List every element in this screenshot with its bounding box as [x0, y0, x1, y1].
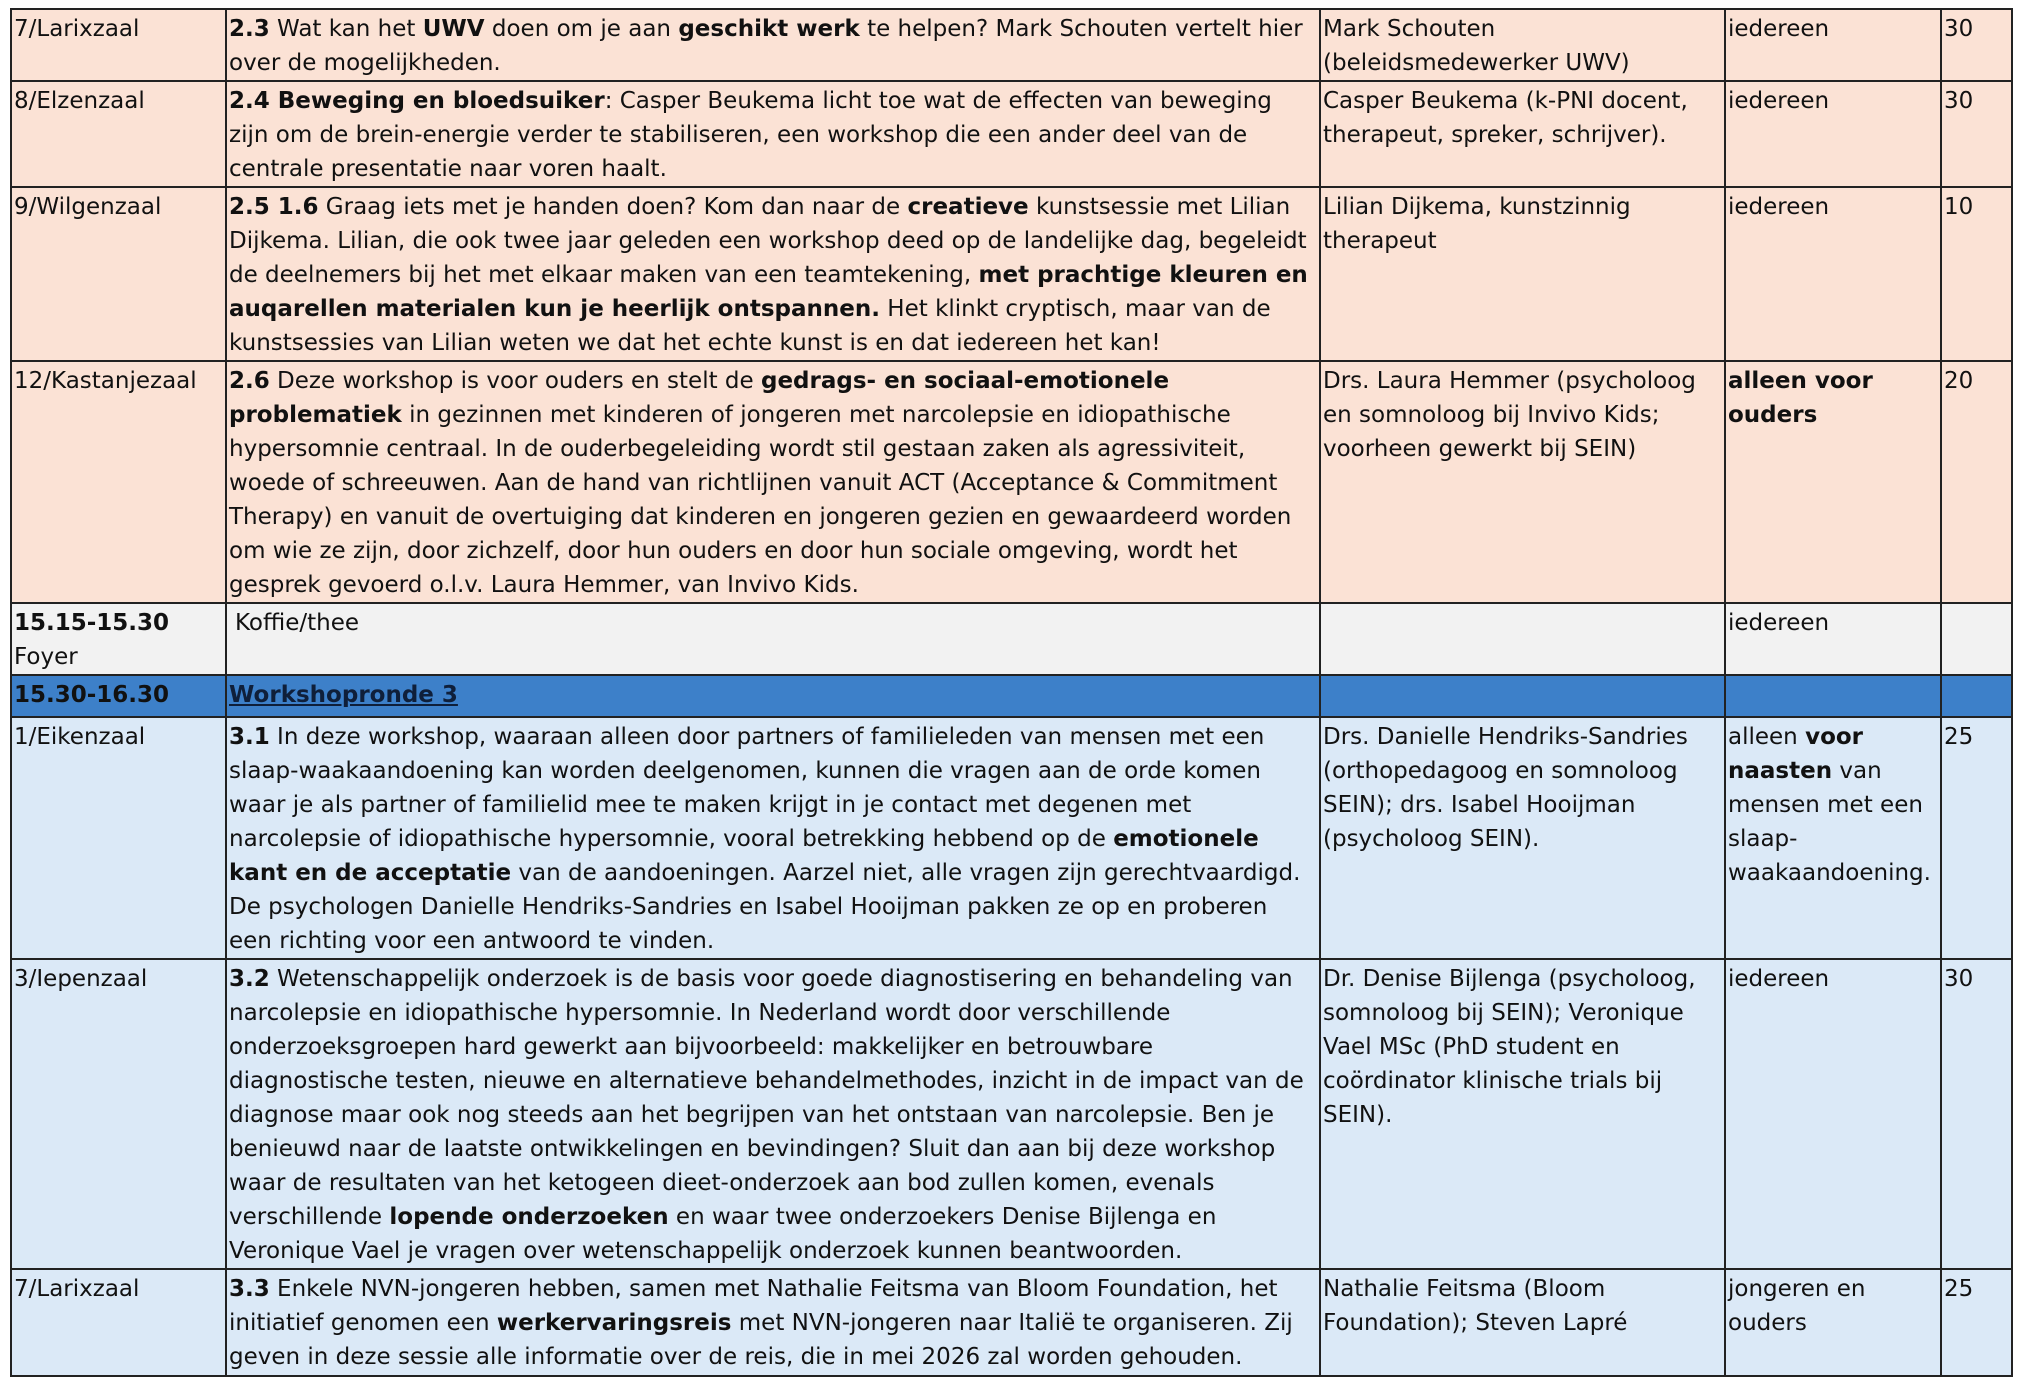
text-run: en waar twee onderzoekers Denise Bijlenga en Veronique Vael je vragen over wetenschappelijk onderzoek kunnen beantwoorden. — [229, 1204, 1217, 1264]
round-title: Workshopronde 3 — [229, 682, 458, 708]
break-time-cell — [11, 603, 226, 675]
bold-text: 2.6 — [229, 368, 270, 394]
capacity-cell: 30 — [1941, 81, 2012, 187]
speaker-cell: Lilian Dijkema, kunstzinnig therapeut — [1320, 187, 1725, 361]
description-cell — [226, 81, 1320, 187]
description-cell — [226, 187, 1320, 361]
audience-cell — [1725, 81, 1941, 187]
room-cell: 12/Kastanjezaal — [11, 361, 226, 603]
bold-text: creatieve — [907, 194, 1029, 220]
bold-text: 2.5 1.6 — [229, 194, 319, 220]
empty-speaker-cell — [1320, 675, 1725, 717]
bold-text: gedrags- en sociaal-emotionele problematiek — [229, 368, 1170, 428]
audience-cell — [1725, 717, 1941, 959]
break-location: Foyer — [14, 644, 78, 670]
room-cell: 8/Elzenzaal — [11, 81, 226, 187]
text-run: Graag iets met je handen doen? Kom dan naar de — [318, 194, 908, 220]
text-run: In deze workshop, waaraan alleen door partners of familieleden van mensen met een slaap-waakaandoening kan worden deelgenomen, kunnen die vragen aan de orde komen waar je als partner of familielid mee te maken krijgt in je contact met degenen met narcolepsie of idiopathische hypersomnie, vooral betrekking hebbend op de — [229, 724, 1265, 852]
session-row — [11, 717, 2012, 959]
bold-text: 2.3 — [229, 16, 270, 42]
text-run: iedereen — [1728, 966, 1830, 992]
description-cell — [226, 959, 1320, 1269]
empty-capacity-cell — [1941, 675, 2012, 717]
description-cell — [226, 9, 1320, 81]
round-title-cell — [226, 675, 1320, 717]
round-header-row — [11, 675, 2012, 717]
break-audience-cell: iedereen — [1725, 603, 1941, 675]
text-run: Wetenschappelijk onderzoek is de basis voor goede diagnostisering en behandeling van narcolepsie en idiopathische hypersomnie. In Nederland wordt door verschillende onderzoeksgroepen hard gewerkt aan bijvoorbeeld: makkelijker en betrouwbare diagnostische testen, nieuwe en alternatieve behandelmethodes, inzicht in de impact van de diagnose maar ook nog steeds aan het begrijpen van het ontstaan van narcolepsie. Ben je benieuwd naar de laatste ontwikkelingen en bevindingen? Sluit dan aan bij deze workshop waar de resultaten van het ketogeen dieet-onderzoek aan bod zullen komen, evenals verschillende — [229, 966, 1304, 1230]
text-run: Enkele NVN-jongeren hebben, samen met Nathalie Feitsma van Bloom Foundation, het initiatief genomen een — [229, 1276, 1278, 1336]
text-run: : Casper Beukema licht toe wat de effecten van beweging zijn om de brein-energie verder te stabiliseren, een workshop die een ander deel van de centrale presentatie naar voren haalt. — [229, 88, 1272, 182]
bold-text: emotionele kant en de acceptatie — [229, 826, 1259, 886]
session-row — [11, 361, 2012, 603]
bold-text: alleen voor ouders — [1728, 368, 1873, 428]
room-cell: 1/Eikenzaal — [11, 717, 226, 959]
audience-cell — [1725, 959, 1941, 1269]
text-run: van de aandoeningen. Aarzel niet, alle vragen zijn gerechtvaardigd. De psychologen Danielle Hendriks-Sandries en Isabel Hooijman pakken ze op en proberen een richting voor een antwoord te vinden. — [229, 860, 1301, 954]
text-run: Deze workshop is voor ouders en stelt de — [269, 368, 761, 394]
text-run: Wat kan het — [269, 16, 423, 42]
capacity-cell: 30 — [1941, 959, 2012, 1269]
break-row — [11, 603, 2012, 675]
text-run: iedereen — [1728, 88, 1830, 114]
capacity-cell: 30 — [1941, 9, 2012, 81]
audience-cell — [1725, 187, 1941, 361]
text-run: jongeren en ouders — [1728, 1276, 1866, 1336]
room-cell: 7/Larixzaal — [11, 9, 226, 81]
bold-text: 3.1 — [229, 724, 270, 750]
text-run: iedereen — [1728, 16, 1830, 42]
session-row — [11, 1269, 2012, 1376]
description-cell — [226, 717, 1320, 959]
text-run: doen om je aan — [484, 16, 679, 42]
break-time: 15.15-15.30 — [14, 610, 170, 636]
round-time-cell — [11, 675, 226, 717]
description-cell — [226, 361, 1320, 603]
bold-text: lopende onderzoeken — [389, 1204, 669, 1230]
bold-text: voor naasten — [1728, 724, 1864, 784]
workshop-schedule-table — [10, 8, 2013, 1377]
bold-text: 3.2 — [229, 966, 270, 992]
empty-audience-cell — [1725, 675, 1941, 717]
bold-text: 3.3 — [229, 1276, 270, 1302]
text-run: alleen — [1728, 724, 1806, 750]
round-time: 15.30-16.30 — [14, 682, 170, 708]
break-description-cell: Koffie/thee — [226, 603, 1320, 675]
session-row — [11, 959, 2012, 1269]
audience-cell — [1725, 9, 1941, 81]
bold-text: met prachtige kleuren en auqarellen materialen kun je heerlijk ontspannen. — [229, 262, 1308, 322]
text-run: kunstsessie met Lilian Dijkema. Lilian, die ook twee jaar geleden een workshop deed op de landelijke dag, begeleidt de deelnemers bij het met elkaar maken van een teamtekening, — [229, 194, 1307, 288]
text-run: met NVN-jongeren naar Italië te organiseren. Zij geven in deze sessie alle informatie over de reis, die in mei 2026 zal worden gehouden. — [229, 1310, 1293, 1370]
capacity-cell: 10 — [1941, 187, 2012, 361]
speaker-cell: Drs. Danielle Hendriks-Sandries (orthopedagoog en somnoloog SEIN); drs. Isabel Hooijman (psycholoog SEIN). — [1320, 717, 1725, 959]
session-row — [11, 81, 2012, 187]
description-cell — [226, 1269, 1320, 1376]
text-run: in gezinnen met kinderen of jongeren met narcolepsie en idiopathische hypersomnie centraal. In de ouderbegeleiding wordt stil gestaan zaken als agressiviteit, woede of schreeuwen. Aan de hand van richtlijnen vanuit ACT (Acceptance & Commitment Therapy) en vanuit de overtuiging dat kinderen en jongeren gezien en gewaardeerd worden om wie ze zijn, door zichzelf, door hun ouders en door hun sociale omgeving, wordt het gesprek gevoerd o.l.v. Laura Hemmer, van Invivo Kids. — [229, 402, 1292, 598]
session-row — [11, 187, 2012, 361]
session-row — [11, 9, 2012, 81]
speaker-cell: Casper Beukema (k-PNI docent, therapeut, spreker, schrijver). — [1320, 81, 1725, 187]
audience-cell — [1725, 361, 1941, 603]
text-run: Het klinkt cryptisch, maar van de kunstsessies van Lilian weten we dat het echte kunst is en dat iedereen het kan! — [229, 296, 1271, 356]
text-run: te helpen? Mark Schouten vertelt hier over de mogelijkheden. — [229, 16, 1303, 76]
audience-cell — [1725, 1269, 1941, 1376]
speaker-cell: Drs. Laura Hemmer (psycholoog en somnoloog bij Invivo Kids; voorheen gewerkt bij SEIN) — [1320, 361, 1725, 603]
room-cell: 7/Larixzaal — [11, 1269, 226, 1376]
room-cell: 9/Wilgenzaal — [11, 187, 226, 361]
empty-speaker-cell — [1320, 603, 1725, 675]
speaker-cell: Dr. Denise Bijlenga (psycholoog, somnoloog bij SEIN); Veronique Vael MSc (PhD student en coördinator klinische trials bij SEIN). — [1320, 959, 1725, 1269]
speaker-cell: Mark Schouten (beleidsmedewerker UWV) — [1320, 9, 1725, 81]
empty-capacity-cell — [1941, 603, 2012, 675]
speaker-cell: Nathalie Feitsma (Bloom Foundation); Steven Lapré — [1320, 1269, 1725, 1376]
text-run: van mensen met een slaap-waakaandoening. — [1728, 758, 1931, 886]
capacity-cell: 20 — [1941, 361, 2012, 603]
room-cell: 3/Iepenzaal — [11, 959, 226, 1269]
capacity-cell: 25 — [1941, 1269, 2012, 1376]
bold-text: UWV — [422, 16, 485, 42]
bold-text: geschikt werk — [678, 16, 860, 42]
bold-text: 2.4 Beweging en bloedsuiker — [229, 88, 605, 114]
bold-text: werkervaringsreis — [496, 1310, 732, 1336]
capacity-cell: 25 — [1941, 717, 2012, 959]
text-run: iedereen — [1728, 194, 1830, 220]
